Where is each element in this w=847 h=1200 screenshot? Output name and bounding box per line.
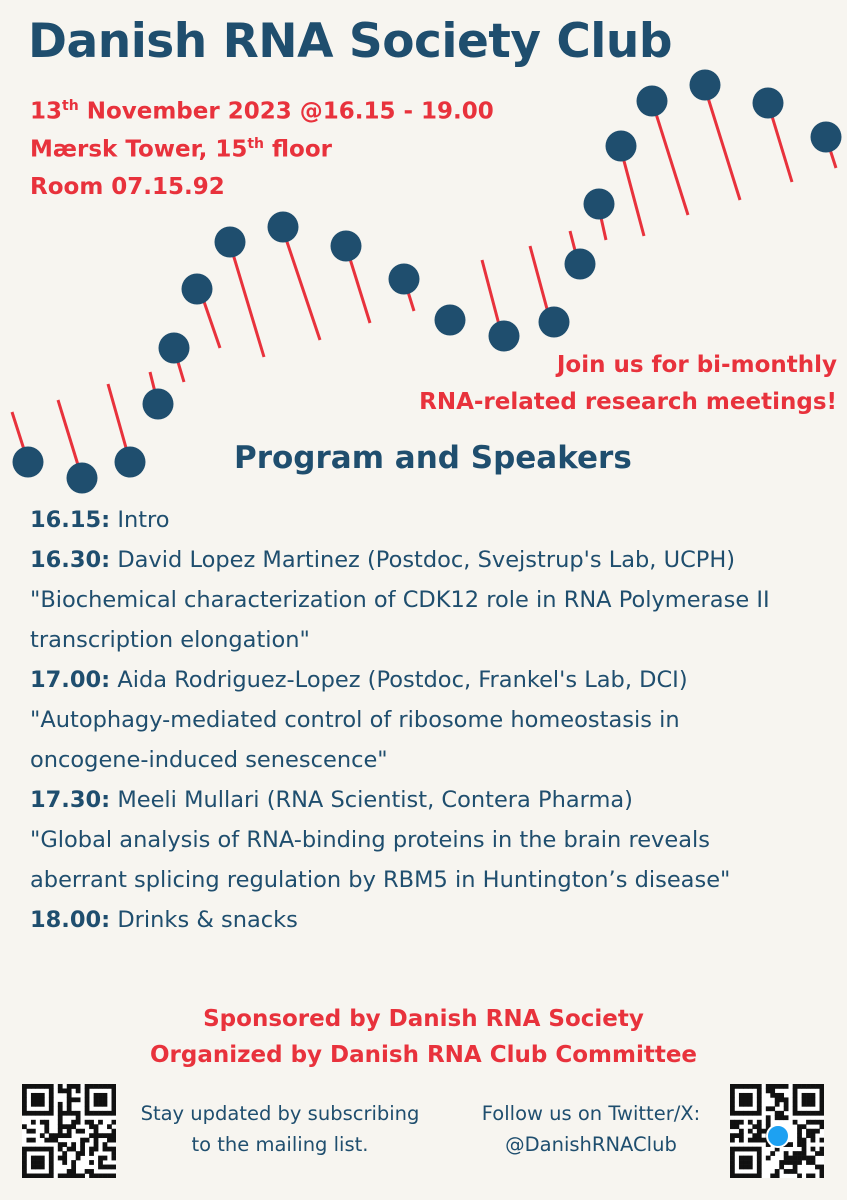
organizer-line: Organized by Danish RNA Club Committee <box>149 1042 698 1068</box>
nucleotide-ball <box>331 231 362 262</box>
nucleotide-ball <box>13 447 44 478</box>
nucleotide-ball <box>389 264 420 295</box>
program-line: "Biochemical characterization of CDK12 role in RNA Polymerase II <box>30 587 770 613</box>
nucleotide-ball <box>215 227 246 258</box>
base-pair-line <box>704 85 740 200</box>
nucleotide-ball <box>489 321 520 352</box>
nucleotide-ball <box>811 122 842 153</box>
nucleotide-ball <box>67 463 98 494</box>
program-line: aberrant splicing regulation by RBM5 in Huntington’s disease" <box>30 867 731 893</box>
program-line: 17.30: Meeli Mullari (RNA Scientist, Contera Pharma) <box>30 787 633 813</box>
mailing-line2: to the mailing list. <box>191 1133 369 1156</box>
mailing-list-info <box>120 1098 440 1160</box>
base-pair-line <box>282 227 320 340</box>
sponsor-line: Sponsored by Danish RNA Society <box>203 1006 644 1032</box>
base-pair-line <box>230 244 264 357</box>
event-room: Room 07.15.92 <box>30 174 225 200</box>
location-suffix: th <box>247 136 264 152</box>
nucleotide-ball <box>606 131 637 162</box>
nucleotide-ball <box>268 212 299 243</box>
location-floor: floor <box>264 136 333 163</box>
tagline-line1: Join us for bi-monthly <box>556 352 837 378</box>
base-pair-line <box>178 362 184 382</box>
nucleotide-ball <box>565 249 596 280</box>
twitter-info <box>452 1098 730 1160</box>
rna-strand-graphic <box>0 0 847 500</box>
nucleotide-ball <box>182 274 213 305</box>
nucleotide-ball <box>159 333 190 364</box>
nucleotide-ball <box>115 447 146 478</box>
page-title: Danish RNA Society Club <box>28 14 673 69</box>
mailing-line1: Stay updated by subscribing <box>140 1102 420 1125</box>
twitter-bird-icon <box>766 1124 790 1148</box>
base-pair-line <box>652 101 688 215</box>
date-day: 13 <box>30 98 63 125</box>
nucleotide-ball <box>539 307 570 338</box>
location-building: Mærsk Tower, 15 <box>30 136 248 163</box>
date-time: November 2023 @16.15 - 19.00 <box>78 98 494 125</box>
program-line: "Global analysis of RNA-binding proteins in the brain reveals <box>30 827 710 853</box>
nucleotide-ball <box>143 389 174 420</box>
nucleotide-ball <box>584 189 615 220</box>
program-line: 16.15: Intro <box>30 507 170 533</box>
nucleotide-ball <box>637 86 668 117</box>
program-line: oncogene-induced senescence" <box>30 747 388 773</box>
nucleotide-ball <box>753 88 784 119</box>
twitter-handle[interactable]: @DanishRNAClub <box>505 1133 677 1156</box>
program-line: 18.00: Drinks & snacks <box>30 907 298 933</box>
mailing-list-qr-code[interactable] <box>22 1084 116 1178</box>
program-line: "Autophagy-mediated control of ribosome homeostasis in <box>30 707 680 733</box>
tagline-line2: RNA-related research meetings! <box>419 389 837 415</box>
program-line: transcription elongation" <box>30 627 310 653</box>
date-suffix: th <box>62 98 79 114</box>
twitter-line1: Follow us on Twitter/X: <box>481 1102 701 1125</box>
program-list <box>30 500 840 940</box>
program-heading: Program and Speakers <box>234 440 632 476</box>
nucleotide-ball <box>435 305 466 336</box>
program-line: 17.00: Aida Rodriguez-Lopez (Postdoc, Frankel's Lab, DCI) <box>30 667 688 693</box>
program-line: 16.30: David Lopez Martinez (Postdoc, Svejstrup's Lab, UCPH) <box>30 547 736 573</box>
nucleotide-ball <box>690 70 721 101</box>
